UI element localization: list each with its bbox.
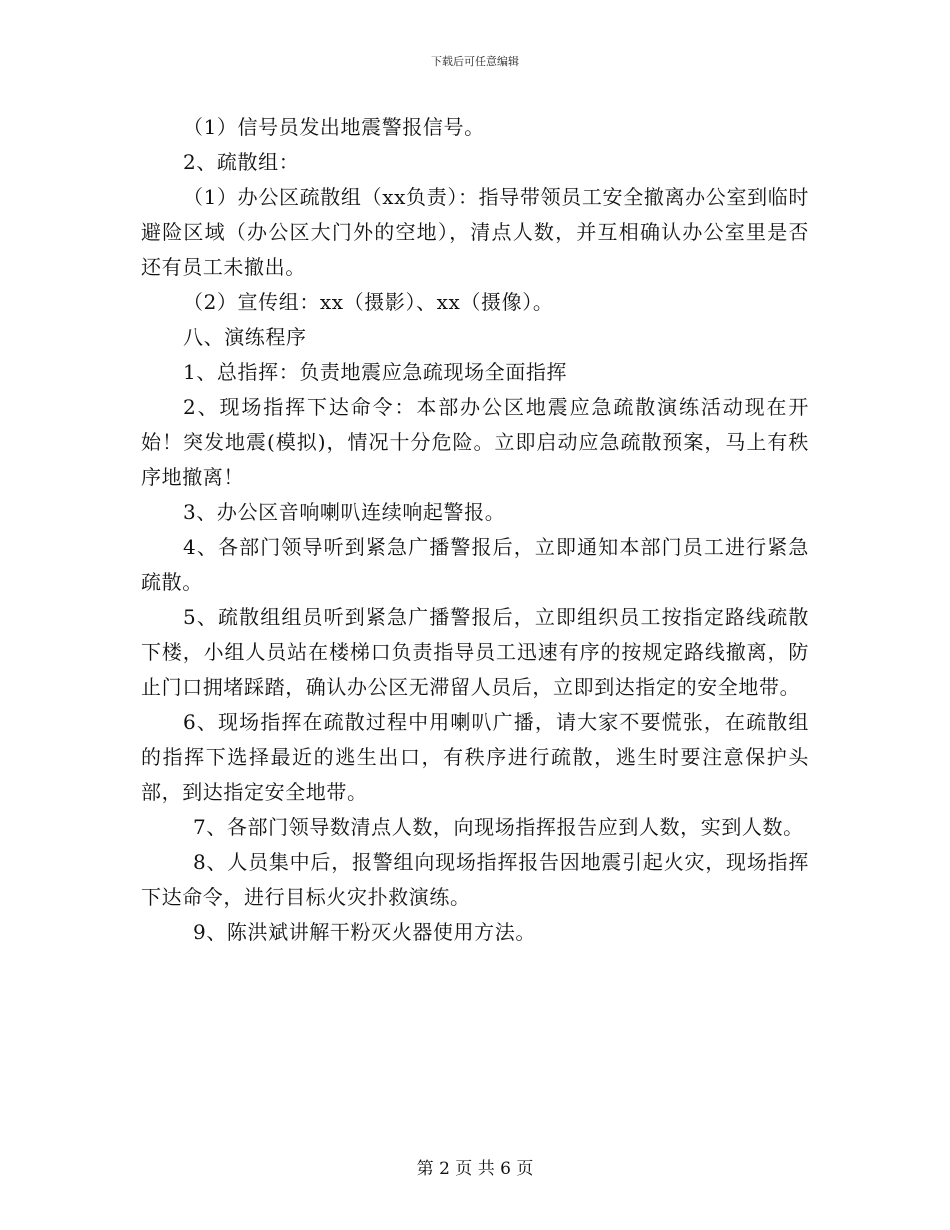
page-header: 下载后可任意编辑 [431,55,519,68]
paragraph-publicity-group: （2）宣传组：xx（摄影）、xx（摄像）。 [183,290,554,314]
paragraph-step-6: 6、现场指挥在疏散过程中用喇叭广播，请大家不要慌张，在疏散组的指挥下选择最近的逃生出口，有秩序进行疏散，逃生时要注意保护头部，到达指定安全地带。 [141,710,809,804]
section-heading-drill-procedure: 八、演练程序 [183,325,307,349]
paragraph-step-5: 5、疏散组组员听到紧急广播警报后，立即组织员工按指定路线疏散下楼，小组人员站在楼梯口负责指导员工迅速有序的按规定路线撤离，防止门口拥堵踩踏，确认办公区无滞留人员后，立即到达指定的安全地带。 [141,605,809,699]
document-body [141,110,809,950]
paragraph-step-7: 7、各部门领导数清点人数，向现场指挥报告应到人数，实到人数。 [193,815,804,839]
paragraph-evacuation-group-heading: 2、疏散组： [183,150,300,174]
paragraph-step-9: 9、陈洪斌讲解干粉灭火器使用方法。 [193,920,536,944]
paragraph-step-8: 8、人员集中后，报警组向现场指挥报告因地震引起火灾，现场指挥下达命令，进行目标火灾扑救演练。 [141,850,809,909]
paragraph-step-1: 1、总指挥：负责地震应急疏现场全面指挥 [183,360,568,384]
paragraph-step-2: 2、现场指挥下达命令：本部办公区地震应急疏散演练活动现在开始！突发地震(模拟)，情况十分危险。立即启动应急疏散预案，马上有秩序地撤离！ [141,395,809,489]
paragraph-step-4: 4、各部门领导听到紧急广播警报后，立即通知本部门员工进行紧急疏散。 [141,535,809,594]
paragraph-signal-officer: （1）信号员发出地震警报信号。 [183,115,485,139]
paragraph-step-3: 3、办公区音响喇叭连续响起警报。 [183,500,506,524]
page-footer: 第 2 页 共 6 页 [416,1159,534,1179]
paragraph-office-evacuation-group: （1）办公区疏散组（xx负责）：指导带领员工安全撤离办公室到临时避险区域（办公区大门外的空地），清点人数，并互相确认办公室里是否还有员工未撤出。 [141,185,809,279]
